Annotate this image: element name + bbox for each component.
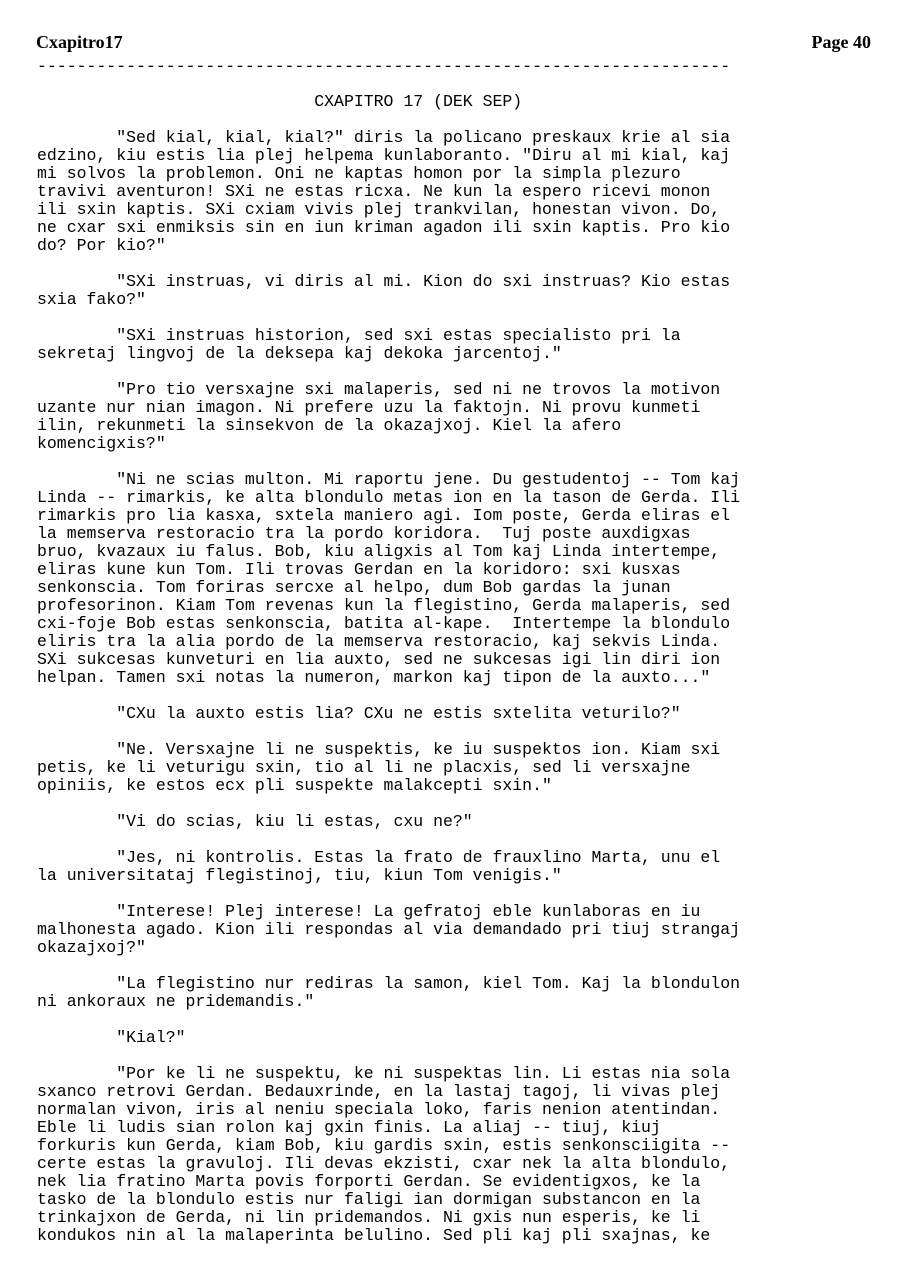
text-line: helpan. Tamen sxi notas la numeron, markon kaj tipon de la auxto..." (37, 668, 711, 687)
text-line: do? Por kio?" (37, 236, 166, 255)
text-line: "SXi instruas historion, sed sxi estas specialisto pri la (37, 326, 681, 345)
text-line: edzino, kiu estis lia plej helpema kunlaboranto. "Diru al mi kial, kaj (37, 146, 731, 165)
text-line (37, 111, 897, 129)
text-line: "SXi instruas, vi diris al mi. Kion do sxi instruas? Kio estas (37, 272, 731, 291)
text-line (37, 255, 897, 273)
text-line: senkonscia. Tom foriras sercxe al helpo, dum Bob gardas la junan (37, 578, 671, 597)
text-line (37, 885, 897, 903)
text-line: travivi aventuron! SXi ne estas ricxa. Ne kun la espero ricevi monon (37, 182, 711, 201)
text-line: "Jes, ni kontrolis. Estas la frato de frauxlino Marta, unu el (37, 848, 721, 867)
text-line: eliris tra la alia pordo de la memserva restoracio, kaj sekvis Linda. (37, 632, 721, 651)
text-line: normalan vivon, iris al neniu speciala loko, faris nenion atentindan. (37, 1100, 721, 1119)
text-line (37, 309, 897, 327)
text-line (37, 363, 897, 381)
text-line: "Ni ne scias multon. Mi raportu jene. Du gestudentoj -- Tom kaj (37, 470, 741, 489)
text-line: "Kial?" (37, 1028, 186, 1047)
text-line: sxia fako?" (37, 290, 146, 309)
text-line (37, 957, 897, 975)
text-line: la universitataj flegistinoj, tiu, kiun Tom venigis." (37, 866, 562, 885)
text-line: "La flegistino nur rediras la samon, kiel Tom. Kaj la blondulon (37, 974, 741, 993)
text-line: uzante nur nian imagon. Ni prefere uzu la faktojn. Ni provu kunmeti (37, 398, 701, 417)
page-number: Page 40 (811, 32, 871, 52)
text-line: la memserva restoracio tra la pordo koridora. Tuj poste auxdigxas (37, 524, 691, 543)
text-line: sekretaj lingvoj de la deksepa kaj dekoka jarcentoj." (37, 344, 562, 363)
text-line: petis, ke li veturigu sxin, tio al li ne placxis, sed li versxajne (37, 758, 691, 777)
text-line: profesorinon. Kiam Tom revenas kun la flegistino, Gerda malaperis, sed (37, 596, 731, 615)
text-line (37, 723, 897, 741)
text-line: ilin, rekunmeti la sinsekvon de la okazajxoj. Kiel la afero (37, 416, 622, 435)
text-line: "Pro tio versxajne sxi malaperis, sed ni ne trovos la motivon (37, 380, 721, 399)
text-line: SXi sukcesas kunveturi en lia auxto, sed ne sukcesas igi lin diri ion (37, 650, 721, 669)
text-line (37, 453, 897, 471)
text-line: "Vi do scias, kiu li estas, cxu ne?" (37, 812, 473, 831)
text-line: "Por ke li ne suspektu, ke ni suspektas lin. Li estas nia sola (37, 1064, 731, 1083)
text-line: "Ne. Versxajne li ne suspektis, ke iu suspektos ion. Kiam sxi (37, 740, 721, 759)
text-line: ili sxin kaptis. SXi cxiam vivis plej trankvilan, honestan vivon. Do, (37, 200, 721, 219)
text-line (37, 1011, 897, 1029)
text-line (37, 1047, 897, 1065)
text-line: komencigxis?" (37, 434, 166, 453)
text-line: malhonesta agado. Kion ili respondas al via demandado pri tiuj strangaj (37, 920, 741, 939)
text-line: "Sed kial, kial, kial?" diris la policano preskaux krie al sia (37, 128, 731, 147)
text-line: kondukos nin al la malaperinta belulino. Sed pli kaj pli sxajnas, ke (37, 1226, 711, 1245)
text-line: opiniis, ke estos ecx pli suspekte malakcepti sxin." (37, 776, 552, 795)
text-line: Linda -- rimarkis, ke alta blondulo metas ion en la tason de Gerda. Ili (37, 488, 741, 507)
text-line: trinkajxon de Gerda, ni lin pridemandos. Ni gxis nun esperis, ke li (37, 1208, 701, 1227)
text-line: nek lia fratino Marta povis forporti Gerdan. Se evidentigxos, ke la (37, 1172, 701, 1191)
text-line (37, 831, 897, 849)
text-line: "Interese! Plej interese! La gefratoj eble kunlaboras en iu (37, 902, 701, 921)
text-line: bruo, kvazaux iu falus. Bob, kiu aligxis al Tom kaj Linda intertempe, (37, 542, 721, 561)
text-line: mi solvos la problemon. Oni ne kaptas homon por la simpla plezuro (37, 164, 681, 183)
header-rule: ---------------------------------------------------------------------- (37, 57, 731, 76)
text-line: ne cxar sxi enmiksis sin en iun kriman agadon ili sxin kaptis. Pro kio (37, 218, 731, 237)
text-line: certe estas la gravuloj. Ili devas ekzisti, cxar nek la alta blondulo, (37, 1154, 731, 1173)
body-text (37, 93, 897, 1245)
text-line: forkuris kun Gerda, kiam Bob, kiu gardis sxin, estis senkonsciigita -- (37, 1136, 731, 1155)
text-line: ni ankoraux ne pridemandis." (37, 992, 315, 1011)
text-line: Eble li ludis sian rolon kaj gxin finis. La aliaj -- tiuj, kiuj (37, 1118, 661, 1137)
chapter-title: CXAPITRO 17 (DEK SEP) (37, 92, 523, 111)
text-line: sxanco retrovi Gerdan. Bedauxrinde, en la lastaj tagoj, li vivas plej (37, 1082, 721, 1101)
text-line: okazajxoj?" (37, 938, 146, 957)
running-header-chapter: Cxapitro17 (36, 32, 123, 52)
text-line (37, 795, 897, 813)
text-line (37, 687, 897, 705)
text-line: rimarkis pro lia kasxa, sxtela maniero agi. Iom poste, Gerda eliras el (37, 506, 731, 525)
text-line: eliras kune kun Tom. Ili trovas Gerdan en la koridoro: sxi kusxas (37, 560, 681, 579)
text-line: cxi-foje Bob estas senkonscia, batita al-kape. Intertempe la blondulo (37, 614, 731, 633)
text-line: tasko de la blondulo estis nur faligi ian dormigan substancon en la (37, 1190, 701, 1209)
text-line: "CXu la auxto estis lia? CXu ne estis sxtelita veturilo?" (37, 704, 681, 723)
